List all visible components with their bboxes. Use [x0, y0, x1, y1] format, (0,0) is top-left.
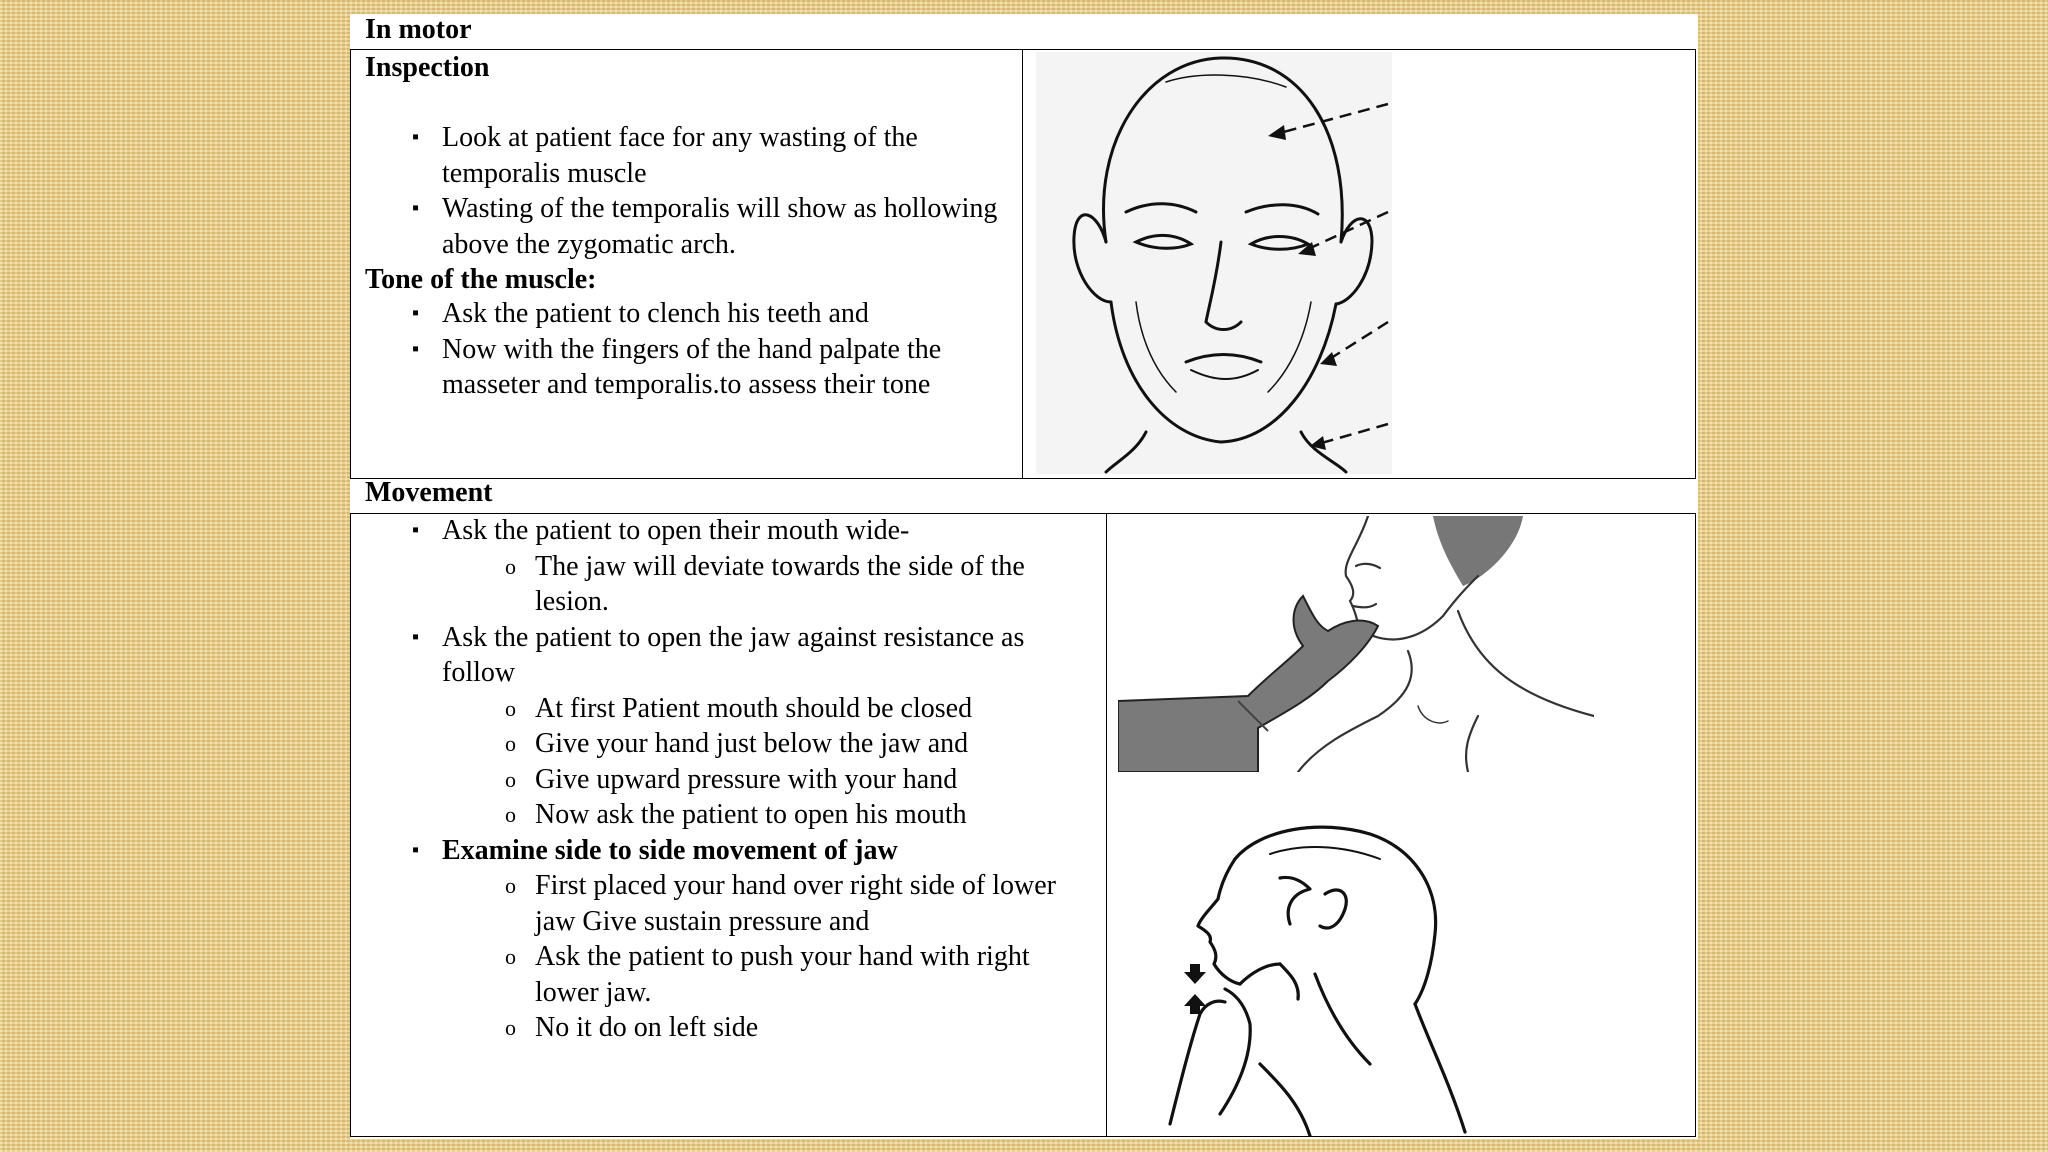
jaw-side-movement-illustration	[1140, 814, 1470, 1136]
list-item: ▪ Examine side to side movement of jaw	[350, 833, 1100, 869]
circle-bullet-icon: o	[505, 766, 516, 792]
tone-list	[350, 296, 1030, 403]
circle-bullet-icon: o	[505, 944, 516, 969]
circle-bullet-icon: o	[505, 695, 516, 721]
inspection-list	[350, 120, 1015, 262]
table-divider	[1106, 513, 1107, 1137]
list-item: o The jaw will deviate towards the side of the lesion.	[505, 550, 1025, 617]
square-bullet-icon: ▪	[412, 337, 420, 360]
list-item: o First placed your hand over right side of lower jaw Give sustain pressure and	[505, 870, 1056, 937]
list-item: ▪ Ask the patient to open their mouth wide-	[350, 513, 1100, 549]
circle-bullet-icon: o	[505, 1015, 516, 1040]
list-item: o Give your hand just below the jaw and	[350, 726, 1100, 762]
movement-title: Movement	[365, 477, 493, 508]
square-bullet-icon: ▪	[412, 126, 420, 148]
circle-bullet-icon: o	[505, 802, 516, 827]
document-page	[350, 14, 1698, 1139]
list-item: o Give upward pressure with your hand	[350, 762, 1100, 798]
list-item: ▪ Now with the fingers of the hand palpate the masseter and temporalis.to assess their tone	[412, 333, 942, 400]
list-item: ▪ Wasting of the temporalis will show as hollowing above the zygomatic arch.	[412, 193, 998, 260]
list-item: ▪ Ask the patient to open the jaw against resistance as follow	[412, 621, 1025, 688]
tone-title: Tone of the muscle:	[365, 264, 597, 295]
square-bullet-icon: ▪	[412, 838, 420, 861]
list-item: ▪ Look at patient face for any wasting of the temporalis muscle	[412, 122, 918, 189]
table-divider	[1022, 49, 1023, 479]
circle-bullet-icon: o	[505, 731, 516, 756]
list-item: ▪ Ask the patient to clench his teeth and	[350, 296, 1030, 332]
jaw-resistance-illustration	[1118, 516, 1594, 772]
circle-bullet-icon: o	[505, 873, 516, 898]
inspection-title: Inspection	[365, 52, 490, 83]
list-item: o No it do on left side	[350, 1010, 1100, 1046]
list-item: o Now ask the patient to open his mouth	[350, 797, 1100, 833]
square-bullet-icon: ▪	[412, 197, 420, 219]
list-item: o At first Patient mouth should be closed	[350, 691, 1100, 727]
square-bullet-icon: ▪	[412, 302, 420, 324]
square-bullet-icon: ▪	[412, 519, 420, 541]
face-illustration	[1036, 52, 1392, 474]
movement-list	[350, 513, 1100, 1046]
square-bullet-icon: ▪	[412, 625, 420, 648]
circle-bullet-icon: o	[505, 553, 516, 579]
section-heading-in-motor: In motor	[365, 14, 472, 45]
list-item: o Ask the patient to push your hand with right lower jaw.	[505, 941, 1030, 1008]
